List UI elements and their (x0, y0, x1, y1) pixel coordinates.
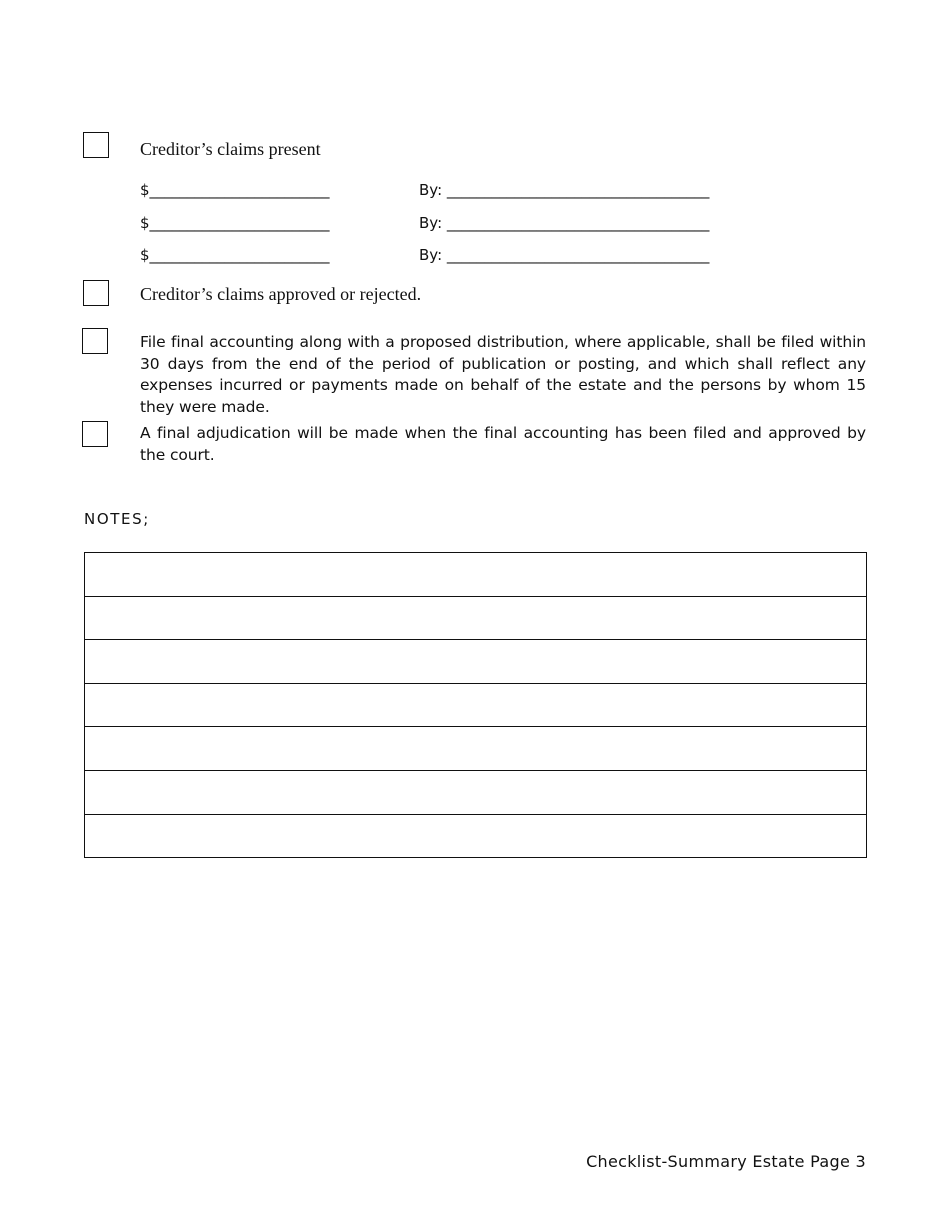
notes-row (85, 596, 867, 640)
claim-amount-field-2[interactable]: $________________________ (140, 214, 330, 232)
notes-row (85, 727, 867, 771)
notes-row (85, 814, 867, 858)
page-footer: Checklist-Summary Estate Page 3 (586, 1152, 866, 1171)
notes-label: NOTES; (84, 510, 150, 528)
checkbox-final-adjudication[interactable] (82, 421, 108, 447)
final-adjudication-text: A final adjudication will be made when the final accounting has been filed and approved by the court. (140, 424, 866, 464)
notes-cell[interactable] (85, 683, 867, 727)
checkbox-claims-approved[interactable] (83, 280, 109, 306)
notes-cell[interactable] (85, 727, 867, 771)
claim-amount-field-3[interactable]: $________________________ (140, 246, 330, 264)
checkbox-final-accounting[interactable] (82, 328, 108, 354)
notes-cell[interactable] (85, 553, 867, 597)
claim-by-field-1[interactable]: By: ___________________________________ (419, 181, 710, 199)
claim-amount-field-1[interactable]: $________________________ (140, 181, 330, 199)
notes-table (84, 552, 867, 858)
notes-row (85, 770, 867, 814)
final-accounting-text: File final accounting along with a proposed distribution, where applicable, shall be filed within 30 days from the end of the period of publication or posting, and which shall reflect any expenses incurred or payments made on behalf of the estate and the persons by whom 15 they were made. (140, 333, 866, 416)
checkbox-claims-present[interactable] (83, 132, 109, 158)
notes-row (85, 640, 867, 684)
notes-row (85, 553, 867, 597)
notes-cell[interactable] (85, 596, 867, 640)
notes-cell[interactable] (85, 770, 867, 814)
claims-approved-label: Creditor’s claims approved or rejected. (140, 284, 422, 304)
notes-cell[interactable] (85, 814, 867, 858)
claim-by-field-3[interactable]: By: ___________________________________ (419, 246, 710, 264)
claims-present-label: Creditor’s claims present (140, 139, 321, 159)
notes-row (85, 683, 867, 727)
notes-cell[interactable] (85, 640, 867, 684)
claim-by-field-2[interactable]: By: ___________________________________ (419, 214, 710, 232)
